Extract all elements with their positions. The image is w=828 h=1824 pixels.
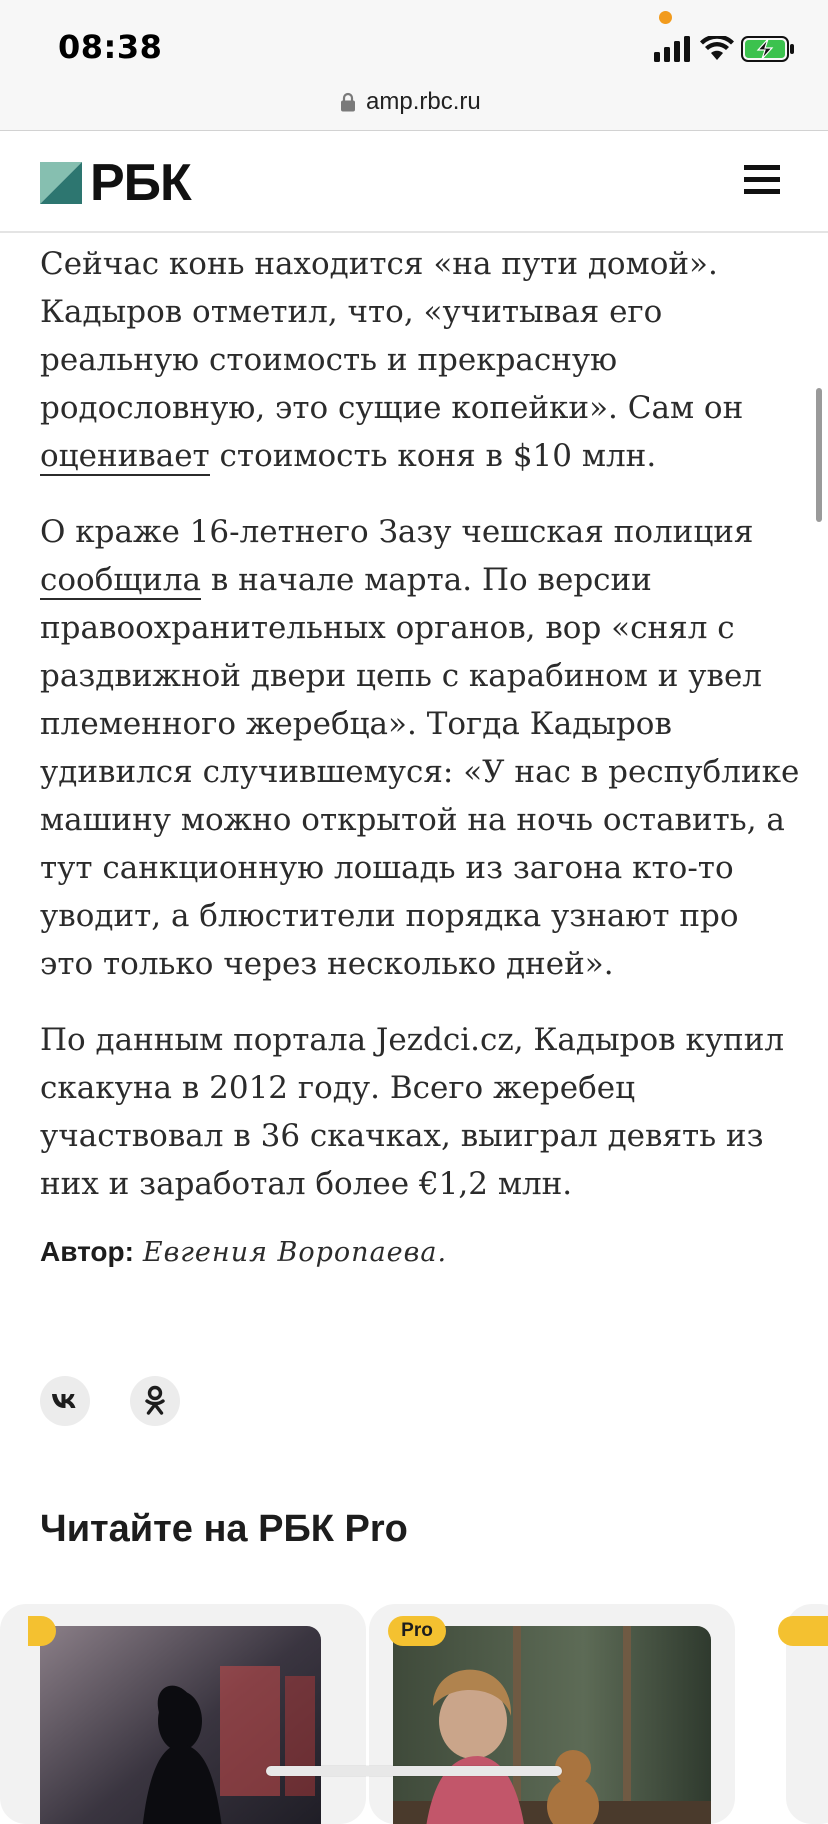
status-bar — [0, 0, 828, 88]
article-body — [40, 240, 800, 1273]
paragraph-text: в начале марта. По версии правоохранительных органов, вор «снял с раздвижной двери цепь с карабином и увел племенного жеребца». Тогда Кадыров удивился случившемуся: «У нас в республике машину можно открытой на ночь оставить, а тут санкционную лошадь из загона кто-то уводит, а блюстители порядка узнают про это только через несколько дней». — [40, 562, 800, 982]
privacy-indicator-dot — [659, 11, 672, 24]
pro-section-heading: Читайте на РБК Pro — [40, 1508, 408, 1550]
article-paragraph — [40, 240, 800, 480]
paragraph-text: По данным портала Jezdci.cz, Кадыров купил скакуна в 2012 году. Всего жеребец участвовал в 36 скачках, выиграл девять из них и заработал более €1,2 млн. — [40, 1022, 785, 1202]
share-odnoklassniki-button[interactable] — [130, 1376, 180, 1426]
cellular-signal-icon — [654, 36, 690, 62]
card-photo-child-window — [393, 1626, 711, 1824]
rbc-logo-mark-icon — [40, 162, 82, 204]
logo-text: РБК — [90, 154, 191, 212]
pro-badge: Pro — [388, 1616, 446, 1646]
rbc-logo[interactable] — [40, 154, 191, 212]
status-time: 08:38 — [58, 28, 163, 66]
author-name: Евгения Воропаева. — [142, 1237, 448, 1268]
home-indicator[interactable] — [266, 1766, 562, 1776]
paragraph-text: О краже 16-летнего Зазу чешская полиция — [40, 514, 754, 550]
address-bar[interactable] — [0, 88, 828, 131]
battery-charging-icon — [741, 36, 795, 62]
paragraph-text: Сейчас конь находится «на пути домой». Кадыров отметил, что, «учитывая его реальную стоимость и прекрасную родословную, это сущие копейки». Сам он — [40, 246, 744, 426]
share-vk-button[interactable] — [40, 1376, 90, 1426]
article-link[interactable]: оценивает — [40, 438, 210, 474]
hamburger-menu-icon[interactable] — [744, 165, 780, 197]
scroll-indicator — [816, 388, 822, 522]
card-image — [393, 1626, 711, 1824]
paragraph-text: стоимость коня в $10 млн. — [209, 438, 657, 474]
address-url[interactable]: amp.rbc.ru — [366, 88, 481, 115]
article-author — [40, 1232, 800, 1273]
site-header — [0, 131, 828, 233]
vk-icon — [51, 1392, 79, 1410]
article-link[interactable]: сообщила — [40, 562, 202, 598]
pro-article-card[interactable] — [0, 1604, 366, 1824]
article-paragraph — [40, 508, 800, 988]
article-paragraph — [40, 1016, 800, 1208]
lock-icon — [341, 92, 355, 112]
wifi-icon — [700, 36, 734, 62]
odnoklassniki-icon — [144, 1385, 166, 1417]
card-photo-silhouette — [40, 1626, 321, 1824]
card-image — [40, 1626, 321, 1824]
author-label: Автор: — [40, 1236, 134, 1267]
pro-badge-partial — [778, 1616, 828, 1646]
share-buttons — [40, 1376, 220, 1426]
